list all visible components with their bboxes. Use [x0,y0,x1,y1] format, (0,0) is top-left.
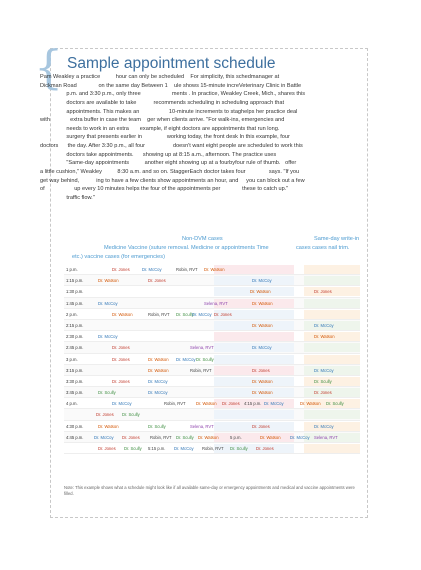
appointment-cell: Robin, RVT [164,401,186,407]
appointment-cell: Dr. McCoy [176,356,196,362]
row-tint [304,276,360,285]
appointment-cell: Dr. McCoy [314,367,334,373]
appointment-cell: Dr. McCoy [142,267,162,272]
body-line: a little cushion," Weakley 8:30 a.m. and so on. StaggerEach doctor takes four says. "If you [40,169,300,176]
row-time: 3:15 p.m. [66,367,84,373]
body-line: "Same-day appointments another eight showing up at a fourbyfour rule of thumb. offer [40,160,297,167]
appointment-cell: Dr. McCoy [290,434,310,440]
appointment-cell: Dr. Watson [196,401,217,407]
appointment-cell: Dr. Watson [314,334,335,340]
appointment-cell: Dr. Jones [122,434,140,440]
table-row [64,421,360,432]
appointment-cell: Robin, RVT [150,434,172,440]
appointment-cell: Dr. McCoy [192,311,212,317]
appointment-cell: Dr. Watson [300,401,321,407]
appointment-cell: Robin, RVT [202,446,224,451]
table-row [64,387,360,398]
body-line: Pam Weakley a practice hour can only be scheduled For simplicity, this schedmanager at [40,74,280,80]
table-row [64,443,360,454]
table-note: Note: This example shows what a schedule might look like if all available same-day or emergency appointments and medical and vaccine appointments were filled. [64,485,355,496]
body-line: doctors take appointments. showing up at 8:15 a.m., afternoon. The practice uses [40,151,277,158]
appointment-cell: Dr. Watson [250,289,271,295]
appointment-cell: Dr. Watson [252,322,273,328]
appointment-cell: Dr. Watson [198,434,219,440]
body-line: get way behind, ing to have a few clients show appointments an hour, and you can block out a few [40,177,305,184]
appointment-cell: Dr. McCoy [148,390,168,396]
table-row [64,309,360,320]
brace-decoration-icon: { [34,40,64,94]
appointment-cell: Dr. Watson [148,367,169,373]
appointment-cell: Robin, RVT [190,367,212,373]
appointment-cell: Dr. Jones [112,356,130,362]
row-tint [304,343,360,352]
appointment-cell: Dr. Jones [98,446,116,451]
appointment-cell: Dr. McCoy [264,401,284,407]
table-row [64,275,360,286]
appointment-cell: Dr. Scully [148,423,166,429]
row-tint [304,377,360,386]
body-line: appointments. This makes an 10-minute increments to staghelps her practice deal [40,108,298,115]
appointment-cell: Dr. Scully [98,390,116,396]
row-time: 2:15 p.m. [66,322,84,328]
row-tint [214,355,294,364]
body-line: doctors the day. After 3:30 p.m., all four doesn't want eight people are scheduled to work this [40,143,303,150]
schedule-table [64,231,360,451]
body-line: doctors are available to take recommends scheduling in scheduling approach that [40,99,285,106]
row-time: 2:30 p.m. [66,334,84,340]
appointment-cell: Robin, RVT [176,267,198,272]
table-row [64,354,360,365]
row-time: 1:45 p.m. [66,300,84,306]
appointment-cell: Dr. Jones [112,378,130,384]
appointment-cell: 5:15 p.m. [148,446,166,451]
appointment-cell: Dr. Scully [196,356,214,362]
appointment-cell: Dr. Watson [148,356,169,362]
row-time: 3:30 p.m. [66,378,84,384]
appointment-cell: Selena, RVT [204,300,228,306]
header-non-dvm: Non-DVM cases [182,236,223,242]
row-tint [214,265,294,274]
row-time: 1 p.m. [66,267,78,272]
appointment-cell: Dr. Watson [112,311,133,317]
row-tint [214,444,294,453]
appointment-cell: Dr. Watson [204,267,225,272]
header-vaccine: etc.) vaccine cases (for emergencies) [72,254,165,260]
body-line: traffic flow." [40,194,95,201]
appointment-cell: Dr. McCoy [252,345,272,351]
appointment-cell: Dr. Watson [260,434,281,440]
table-row [64,398,360,409]
appointment-cell: Robin, RVT [148,311,170,317]
appointment-cell: Dr. McCoy [112,401,132,407]
appointment-cell: Dr. McCoy [98,334,118,340]
body-line: p.m. and 3:30 p.m., only three ments . In practice, Weakley Creek, Mich., shares this [40,91,306,98]
row-time: 1:15 p.m. [66,278,84,284]
page-title: Sample appointment schedule [67,55,276,72]
row-tint [304,265,360,274]
appointment-cell: Selena, RVT [190,345,214,351]
appointment-cell: Dr. Watson [98,423,119,429]
appointment-cell: Dr. Jones [148,278,166,284]
table-row [64,365,360,376]
row-tint [304,287,360,296]
row-time: 3 p.m. [66,356,78,362]
appointment-cell: Dr. McCoy [98,300,118,306]
appointment-cell: Dr. Jones [112,267,130,272]
row-tint [304,388,360,397]
header-medicine: Medicine Vaccine (suture removal. Medicine or appointments Time [104,245,269,251]
appointment-cell: Dr. Scully [326,401,344,407]
row-time: 1:30 p.m. [66,289,84,295]
table-row [64,342,360,353]
table-row [64,286,360,297]
row-time: 3:45 p.m. [66,390,84,396]
appointment-cell: Dr. Watson [98,278,119,284]
appointment-cell: Dr. Jones [214,311,232,317]
table-row [64,331,360,342]
appointment-cell: Dr. McCoy [174,446,194,451]
row-tint [304,299,360,308]
table-row [64,298,360,309]
appointment-cell: Dr. Scully [122,412,140,418]
appointment-cell: Dr. Watson [252,390,273,396]
row-tint [214,410,294,419]
appointment-cell: Dr. Jones [314,390,332,396]
table-row [64,320,360,331]
table-row [64,264,360,275]
appointment-cell: Dr. Scully [176,311,194,317]
appointment-cell: 5 p.m. [230,434,242,440]
body-line: needs to work in an extra example, if eight doctors are appointments that run long. [40,125,280,132]
row-time: 2 p.m. [66,311,78,317]
appointment-cell: Dr. Jones [252,423,270,429]
row-tint [214,433,294,442]
row-tint [304,410,360,419]
appointment-cell: Dr. Jones [112,345,130,351]
row-tint [214,332,294,341]
schedule-rows [64,264,360,454]
appointment-cell: Dr. McCoy [314,322,334,328]
row-tint [304,444,360,453]
table-row [64,409,360,420]
appointment-cell: Dr. Jones [256,446,274,451]
appointment-cell: Dr. McCoy [148,378,168,384]
header-cases: cases cases nail trim. [296,245,350,251]
body-line: of up every 10 minutes helps the four of the appointments per these to catch up." [40,186,289,193]
appointment-cell: Dr. Scully [176,434,194,440]
body-line: with extra buffer in case the team ger when clients arrive. "For walk-ins, emergencies and [40,117,285,124]
appointment-cell: Dr. McCoy [94,434,114,440]
row-time: 2:45 p.m. [66,345,84,351]
row-time: 4 p.m. [66,401,78,407]
body-line: surgery that presents earlier in working today, the front desk In this example, four [40,134,290,141]
body-line: Dickman Road on the same day Between 1 ule shows 15-minute increVeterinary Clinic in Battle [40,82,302,89]
row-time: 4:45 p.m. [66,434,84,440]
appointment-cell: Selena, RVT [314,434,338,440]
appointment-cell: Dr. Jones [314,289,332,295]
row-tint [304,355,360,364]
row-tint [304,310,360,319]
row-time: 4:30 p.m. [66,423,84,429]
appointment-cell: Selena, RVT [190,423,214,429]
appointment-cell: Dr. Scully [230,446,248,451]
table-row [64,376,360,387]
appointment-cell: Dr. McCoy [252,278,272,284]
appointment-cell: Dr. Jones [96,412,114,418]
appointment-cell: Dr. Watson [252,378,273,384]
article-body [40,73,360,203]
header-same-day: Same-day write-in [314,236,360,242]
table-header [64,231,360,265]
appointment-cell: Dr. McCoy [314,423,334,429]
appointment-cell: Dr. Jones [252,367,270,373]
appointment-cell: Dr. Jones [222,401,240,407]
table-row [64,432,360,443]
appointment-cell: 4:15 p.m. [244,401,262,407]
appointment-cell: Dr. Scully [124,446,142,451]
appointment-cell: Dr. Scully [314,378,332,384]
appointment-cell: Dr. Watson [252,300,273,306]
